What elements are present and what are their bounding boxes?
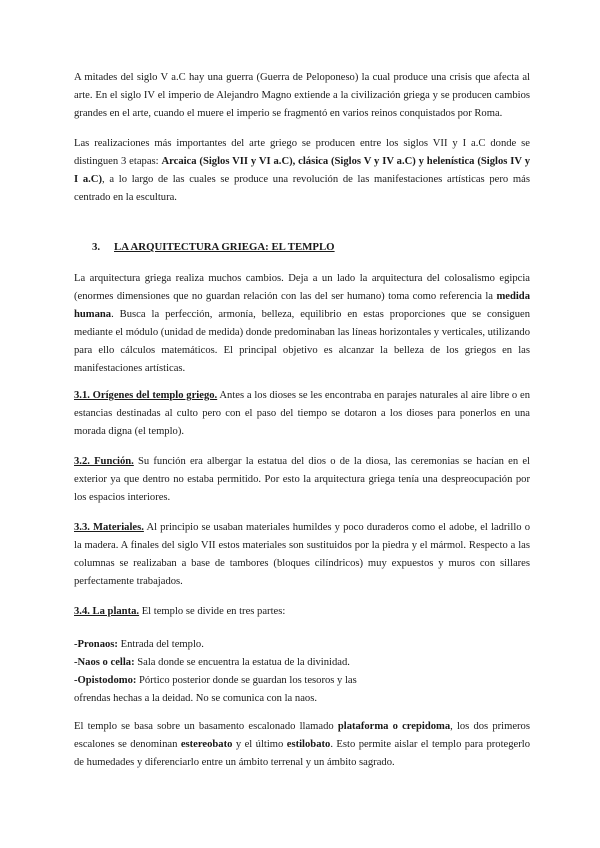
text: y el último (232, 739, 287, 750)
heading-number: 3. (92, 241, 101, 253)
paragraph-stages (74, 135, 530, 207)
bold-text: medida humana (74, 291, 530, 320)
temple-parts-list (74, 636, 530, 708)
subsection-heading: 3.1. Orígenes del templo griego. (74, 390, 218, 401)
part-label: -Opistodomo: (74, 675, 137, 686)
text: Antes a los dioses se les encontraba en parajes naturales al aire libre o en estancias destinadas al culto pero con el paso del tiempo se dotaron a los dioses para ponerlos en una morada digna (el templo). (74, 390, 530, 437)
list-item-continuation: ofrendas hechas a la deidad. No se comunica con la naos. (74, 693, 317, 704)
list-item (74, 636, 530, 654)
subsection-heading: 3.2. Función. (74, 456, 134, 467)
text: El templo se basa sobre un basamento escalonado llamado (74, 721, 338, 732)
part-text: Sala donde se encuentra la estatua de la divinidad. (134, 657, 350, 668)
part-text: Entrada del templo. (117, 639, 204, 650)
text: , a lo largo de las cuales se produce una revolución de las manifestaciones artísticas pero más centrado en la escultura. (74, 174, 530, 203)
text: Su función era albergar la estatua del dios o de la diosa, las ceremonias se hacían en el exterior ya que dentro no estaba permitido. Por esto la arquitectura griega tenía una despreocupación por los espacios interiores. (74, 456, 530, 503)
paragraph-architecture (74, 270, 530, 378)
part-label: -Naos o cella: (74, 657, 135, 668)
text: , los dos primeros escalones se denominan (74, 721, 530, 750)
paragraph-platform (74, 718, 530, 772)
list-item (74, 672, 530, 690)
subsection-heading: 3.3. Materiales. (74, 522, 144, 533)
text: . Esto permite aislar el templo para protegerlo de humedades y diferenciarlo entre un ámbito terrenal y un ámbito sagrado. (74, 739, 531, 768)
subsection-function (74, 453, 530, 507)
subsection-floorplan (74, 603, 530, 621)
part-label: -Pronaos: (74, 639, 118, 650)
subsection-origins (74, 387, 530, 441)
list-item (74, 654, 530, 672)
bold-text: Arcaica (Siglos VII y VI a.C), clásica (Siglos V y IV a.C) y helenística (Siglos IV y I a.C) (74, 156, 530, 185)
paragraph-crisis: A mitades del siglo V a.C hay una guerra (Guerra de Peloponeso) la cual produce una crisis que afecta al arte. En el siglo IV el imperio de Alejandro Magno extiende a la civilización griega y se producen cambios grandes en el arte, cuando el muere el imperio se fragmentó en varios reinos conquistados por Roma. (74, 72, 530, 119)
text: . Busca la perfección, armonía, belleza, equilibrio en estas proporciones que se consiguen mediante el módulo (unidad de medida) donde predominaban las líneas horizontales y verticales, utilizando para ello cálculos matemáticos. El principal objetivo es alcanzar la belleza de los griegos en las manifestaciones artísticas. (74, 309, 530, 374)
text: El templo se divide en tres partes: (139, 606, 286, 617)
bold-text: estereobato (180, 739, 233, 750)
text: La arquitectura griega realiza muchos cambios. Deja a un lado la arquitectura del colosalismo egipcia (enormes dimensiones que no guardan relación con las del ser humano) toma como referencia la (74, 273, 530, 302)
subsection-materials (74, 519, 530, 591)
section-heading (92, 238, 335, 256)
heading-title: LA ARQUITECTURA GRIEGA: EL TEMPLO (114, 241, 335, 253)
bold-text: plataforma o crepidoma (337, 721, 451, 732)
text: Las realizaciones más importantes del arte griego se producen entre los siglos VII y I a.C donde se distinguen 3 etapas: (74, 138, 530, 167)
part-text: Pórtico posterior donde se guardan los tesoros y las (136, 675, 357, 686)
subsection-heading: 3.4. La planta. (74, 606, 140, 617)
bold-text: estilobato (286, 739, 331, 750)
text: Al principio se usaban materiales humildes y poco duraderos como el adobe, el ladrillo o la madera. A finales del siglo VII estos materiales son sustituidos por la piedra y el mármol. Respecto a las columnas se realizaban a base de tambores (bloques cilíndricos) muy expuestos y muros con sillares perfectamente trabajados. (74, 522, 530, 587)
